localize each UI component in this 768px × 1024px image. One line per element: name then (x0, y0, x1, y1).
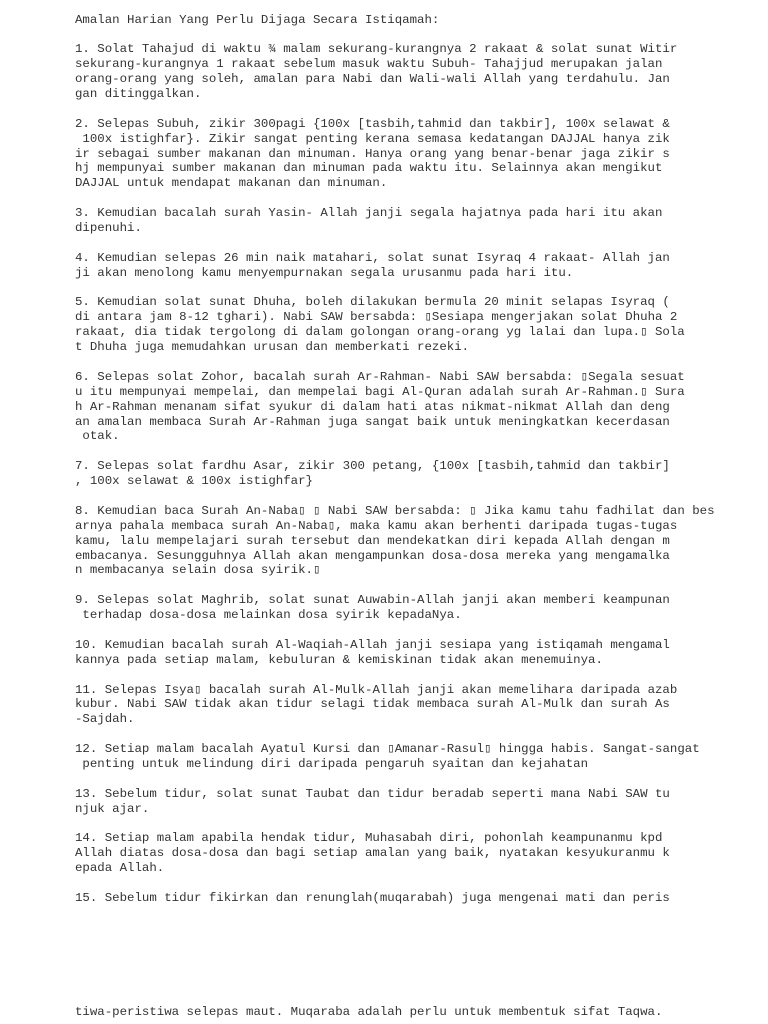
list-item-line: di antara jam 8-12 tghari). Nabi SAW bersabda: ▯Sesiapa mengerjakan solat Dhuha 2 (75, 310, 678, 325)
list-item-line: 3. Kemudian bacalah surah Yasin- Allah janji segala hajatnya pada hari itu akan (75, 206, 663, 221)
list-item (75, 459, 755, 489)
list-item-line: penting untuk melindung diri daripada pengaruh syaitan dan kejahatan (75, 757, 589, 772)
list-item-line: , 100x selawat & 100x istighfar} (75, 474, 313, 489)
list-item-line: ir sebagai sumber makanan dan minuman. Hanya orang yang benar-benar jaga zikir s (75, 146, 670, 161)
list-item-line: -Sajdah. (75, 712, 135, 727)
list-item-line: arnya pahala membaca surah An-Naba▯, maka kamu akan berhenti daripada tugas-tugas (75, 518, 678, 533)
list-item (75, 593, 755, 623)
list-item-line: 1. Solat Tahajud di waktu ¾ malam sekurang-kurangnya 2 rakaat & solat sunat Witir (75, 42, 678, 57)
list-item (75, 787, 755, 817)
list-item-line: 12. Setiap malam bacalah Ayatul Kursi dan ▯Amanar-Rasul▯ hingga habis. Sangat-sangat (75, 742, 700, 757)
list-item-line: gan ditinggalkan. (75, 86, 202, 101)
list-item-line: terhadap dosa-dosa melainkan dosa syirik kepadaNya. (75, 608, 462, 623)
list-item-line: 10. Kemudian bacalah surah Al-Waqiah-Allah janji sesiapa yang istiqamah mengamal (75, 637, 670, 652)
list-item-line: 14. Setiap malam apabila hendak tidur, Muhasabah diri, pohonlah keampunanmu kpd (75, 831, 663, 846)
list-item-line: 9. Selepas solat Maghrib, solat sunat Auwabin-Allah janji akan memberi keampunan (75, 593, 670, 608)
list-item-line: 4. Kemudian selepas 26 min naik matahari, solat sunat Isyraq 4 rakaat- Allah jan (75, 250, 670, 265)
list-item-line: 15. Sebelum tidur fikirkan dan renunglah(muqarabah) juga mengenai mati dan peris (75, 891, 670, 906)
list-item-line: otak. (75, 429, 120, 444)
list-item (75, 42, 755, 102)
list-item-line: 7. Selepas solat fardhu Asar, zikir 300 petang, {100x [tasbih,tahmid dan takbir] (75, 459, 670, 474)
list-item (75, 683, 755, 728)
list-item-line: kannya pada setiap malam, kebuluran & kemiskinan tidak akan menemuinya. (75, 652, 603, 667)
list-item-line: rakaat, dia tidak tergolong di dalam golongan orang-orang yg lalai dan lupa.▯ Sola (75, 325, 685, 340)
list-item-line: 11. Selepas Isya▯ bacalah surah Al-Mulk-Allah janji akan memelihara daripada azab (75, 682, 678, 697)
list-item-line: kamu, lalu mempelajari surah tersebut dan mendekatkan diri kepada Allah dengan m (75, 533, 670, 548)
list-item-line: n membacanya selain dosa syirik.▯ (75, 563, 321, 578)
document-body (75, 13, 755, 906)
list-item (75, 117, 755, 191)
list-item-line: epada Allah. (75, 861, 165, 876)
list-item-line: 2. Selepas Subuh, zikir 300pagi {100x [tasbih,tahmid dan takbir], 100x selawat & (75, 116, 670, 131)
list-item (75, 504, 755, 578)
list-item (75, 370, 755, 444)
list-item (75, 206, 755, 236)
list-item-line: 100x istighfar}. Zikir sangat penting kerana semasa kedatangan DAJJAL hanya zik (75, 131, 670, 146)
list-item (75, 891, 755, 906)
list-item (75, 638, 755, 668)
list-item-line: orang-orang yang soleh, amalan para Nabi dan Wali-wali Allah yang terdahulu. Jan (75, 72, 670, 87)
list-item-line: t Dhuha juga memudahkan urusan dan memberkati rezeki. (75, 340, 470, 355)
continuation-line: tiwa-peristiwa selepas maut. Muqaraba adalah perlu untuk membentuk sifat Taqwa. (75, 1004, 663, 1019)
list-item-line: 13. Sebelum tidur, solat sunat Taubat dan tidur beradab seperti mana Nabi SAW tu (75, 786, 670, 801)
list-item-line: dipenuhi. (75, 220, 142, 235)
list-item-line: 6. Selepas solat Zohor, bacalah surah Ar-Rahman- Nabi SAW bersabda: ▯Segala sesuat (75, 369, 685, 384)
list-item (75, 742, 755, 772)
list-item (75, 295, 755, 355)
list-item-line: h Ar-Rahman menanam sifat syukur di dalam hati atas nikmat-nikmat Allah dan deng (75, 399, 670, 414)
list-item-line: DAJJAL untuk mendapat makanan dan minuman. (75, 176, 388, 191)
list-item-line: an amalan membaca Surah Ar-Rahman juga sangat baik untuk meningkatkan kecerdasan (75, 414, 670, 429)
list-item-line: Allah diatas dosa-dosa dan bagi setiap amalan yang baik, nyatakan kesyukuranmu k (75, 846, 670, 861)
list-item-line: 8. Kemudian baca Surah An-Naba▯ ▯ Nabi SAW bersabda: ▯ Jika kamu tahu fadhilat dan bes (75, 503, 715, 518)
list-item-line: embacanya. Sesungguhnya Allah akan mengampunkan dosa-dosa mereka yang mengamalka (75, 548, 670, 563)
list-item (75, 251, 755, 281)
list-item-line: kubur. Nabi SAW tidak akan tidur selagi tidak membaca surah Al-Mulk dan surah As (75, 697, 670, 712)
list-item-line: u itu mempunyai mempelai, dan mempelai bagi Al-Quran adalah surah Ar-Rahman.▯ Sura (75, 384, 685, 399)
list-item-line: njuk ajar. (75, 801, 150, 816)
list-item-line: ji akan menolong kamu menyempurnakan segala urusanmu pada hari itu. (75, 265, 574, 280)
item-list (75, 42, 755, 906)
list-item (75, 831, 755, 876)
list-item-line: sekurang-kurangnya 1 rakaat sebelum masuk waktu Subuh- Tahajjud merupakan jalan (75, 57, 663, 72)
list-item-line: hj mempunyai sumber makanan dan minuman pada waktu itu. Selainnya akan mengikut (75, 161, 663, 176)
document-title: Amalan Harian Yang Perlu Dijaga Secara Istiqamah: (75, 12, 440, 27)
list-item-line: 5. Kemudian solat sunat Dhuha, boleh dilakukan bermula 20 minit selapas Isyraq ( (75, 295, 670, 310)
